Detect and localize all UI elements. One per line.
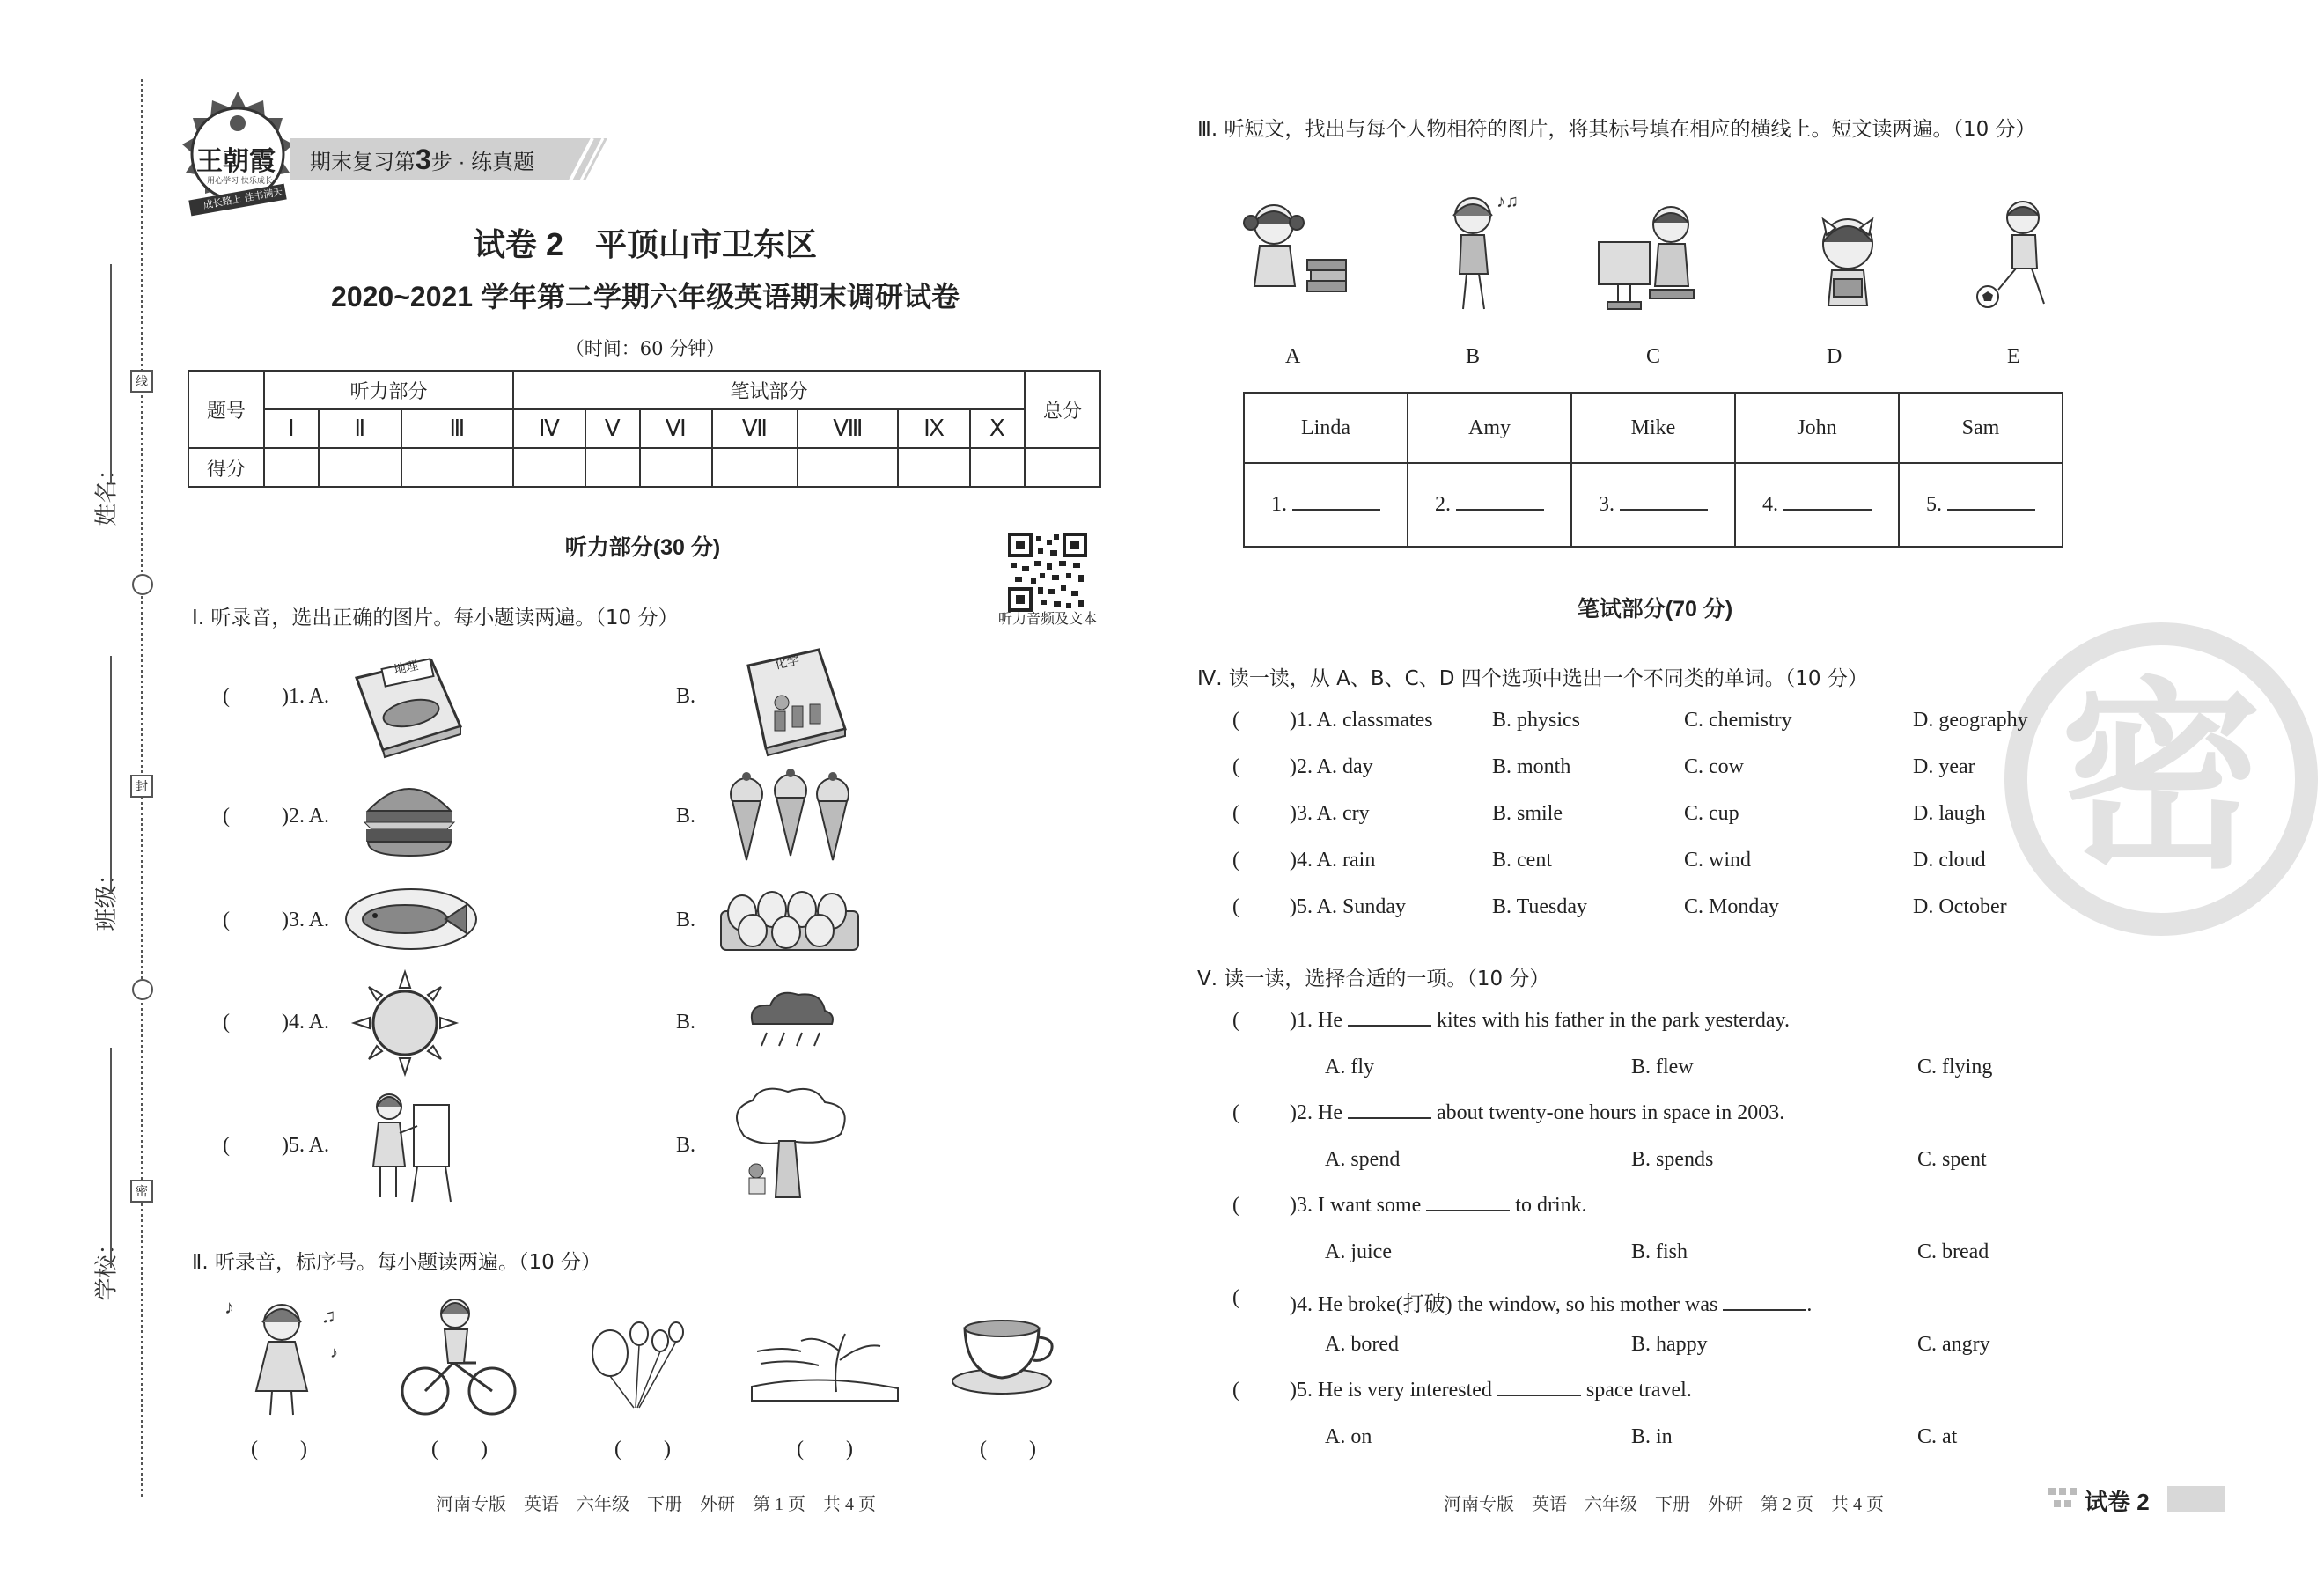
confidential-watermark — [1998, 616, 2324, 942]
class-field[interactable] — [110, 656, 112, 894]
score-cell[interactable] — [798, 448, 898, 487]
s5-q5-stem: )5. He is very interested space travel. — [1290, 1379, 1692, 1402]
s1-q1-a[interactable]: )1. A. — [282, 685, 329, 708]
tab-grid-icon — [2047, 1486, 2082, 1511]
score-cell[interactable] — [712, 448, 798, 487]
s4-q5-c[interactable]: C. Monday — [1684, 895, 1779, 918]
s5-q3-a[interactable]: A. juice — [1325, 1240, 1392, 1263]
pic-letter-d: D — [1827, 345, 1842, 368]
s1-q3-a[interactable]: )3. A. — [282, 909, 329, 931]
girl-dancing-icon — [1433, 189, 1530, 313]
s1-q4-b[interactable]: B. — [676, 1011, 696, 1034]
section1-heading: Ⅰ. 听录音，选出正确的图片。每小题读两遍。（10 分） — [192, 607, 679, 629]
roman-8: Ⅷ — [798, 409, 898, 448]
banner-suffix: 步 · 练真题 — [430, 151, 535, 174]
answer-blank[interactable] — [1947, 493, 2035, 511]
girl-reading-icon — [1800, 207, 1897, 313]
name-sam: Sam — [1899, 393, 2063, 463]
tab-strip — [2167, 1486, 2225, 1512]
s5-q3-c[interactable]: C. bread — [1917, 1240, 1989, 1263]
section2-heading: Ⅱ. 听录音，标序号。每小题读两遍。（10 分） — [192, 1251, 602, 1274]
pic-letter-c: C — [1646, 345, 1661, 368]
writing-title: 笔试部分(70 分) — [1577, 597, 1733, 622]
s1-q2-paren: ( — [223, 805, 230, 828]
banner-prefix: 期末复习第 — [310, 151, 416, 174]
qr-code-icon[interactable] — [1008, 533, 1087, 612]
boy-using-computer-icon — [1595, 198, 1705, 313]
binding-knot — [132, 979, 153, 1000]
answer-cell-4[interactable] — [1735, 463, 1899, 547]
s4-q3-d[interactable]: D. laugh — [1913, 802, 1986, 825]
hamburger-icon — [361, 771, 458, 859]
score-cell[interactable] — [970, 448, 1025, 487]
logo-text: 王朝霞 — [196, 146, 276, 177]
s1-q4-paren: ( — [223, 1011, 230, 1034]
chemistry-book-title: 化学 — [773, 653, 801, 673]
s4-q4-b[interactable]: B. cent — [1492, 849, 1552, 872]
s4-q1-c[interactable]: C. chemistry — [1684, 709, 1792, 732]
s5-q4-c[interactable]: C. angry — [1917, 1333, 1990, 1356]
s5-q3-b[interactable]: B. fish — [1631, 1240, 1688, 1263]
s1-q4-a[interactable]: )4. A. — [282, 1011, 329, 1034]
binding-knot — [132, 574, 153, 595]
s5-q4-a[interactable]: A. bored — [1325, 1333, 1399, 1356]
s5-q2-c[interactable]: C. spent — [1917, 1148, 1987, 1171]
s1-q3-paren: ( — [223, 909, 230, 931]
s5-q1-c[interactable]: C. flying — [1917, 1056, 1993, 1078]
name-label: 姓名： — [93, 457, 121, 526]
answer-blank[interactable] — [1292, 493, 1380, 511]
rain-cloud-icon — [744, 984, 836, 1059]
step-banner — [290, 136, 616, 182]
s1-q5-a[interactable]: )5. A. — [282, 1134, 329, 1157]
s4-q1-b[interactable]: B. physics — [1492, 709, 1581, 732]
pic-letter-a: A — [1285, 345, 1301, 368]
s5-q4-blank[interactable] — [1723, 1293, 1806, 1311]
s5-q5-a[interactable]: A. on — [1325, 1425, 1372, 1448]
section4-heading: Ⅳ. 读一读，从 A、B、C、D 四个选项中选出一个不同类的单词。（10 分） — [1197, 667, 1868, 690]
score-cell[interactable] — [264, 448, 319, 487]
s5-q4-stem: )4. He broke(打破) the window, so his mother was . — [1290, 1293, 1813, 1316]
score-cell[interactable] — [401, 448, 513, 487]
geography-book-icon — [348, 643, 467, 757]
s5-q1-a[interactable]: A. fly — [1325, 1056, 1374, 1078]
roman-6: Ⅵ — [640, 409, 712, 448]
seal-mi: 密 — [130, 1180, 153, 1203]
total-score-header: 总分 — [1025, 371, 1100, 448]
score-cell[interactable] — [513, 448, 585, 487]
score-cell[interactable] — [898, 448, 969, 487]
answer-number: 1. — [1271, 493, 1287, 516]
roman-3: Ⅲ — [401, 409, 513, 448]
name-field[interactable] — [110, 264, 112, 484]
teacup-icon — [951, 1316, 1061, 1395]
score-cell[interactable] — [640, 448, 712, 487]
roman-2: Ⅱ — [319, 409, 401, 448]
listening-title: 听力部分(30 分) — [564, 535, 721, 560]
s1-q2-a[interactable]: )2. A. — [282, 805, 329, 828]
s4-q3-c[interactable]: C. cup — [1684, 802, 1739, 825]
roman-4: Ⅳ — [513, 409, 585, 448]
roman-1: Ⅰ — [264, 409, 319, 448]
answer-blank[interactable] — [1783, 493, 1872, 511]
s4-q3-b[interactable]: B. smile — [1492, 802, 1563, 825]
s5-q5-b[interactable]: B. in — [1631, 1425, 1673, 1448]
section3-heading: Ⅲ. 听短文，找出与每个人物相符的图片，将其标号填在相应的横线上。短文读两遍。（10 分） — [1197, 118, 2036, 141]
pic-letter-e: E — [2007, 345, 2020, 368]
answer-number: 2. — [1435, 493, 1451, 516]
girl-cycling-icon — [401, 1292, 515, 1420]
name-match-table — [1243, 392, 2063, 548]
answer-number: 5. — [1926, 493, 1942, 516]
svg-text:♫: ♫ — [321, 1305, 336, 1327]
score-cell[interactable] — [1025, 448, 1100, 487]
name-linda: Linda — [1244, 393, 1408, 463]
s4-q5[interactable]: )5. A. Sunday — [1290, 895, 1406, 918]
class-label: 班级： — [93, 862, 121, 931]
s5-q5-c[interactable]: C. at — [1917, 1425, 1958, 1448]
s4-q2-c[interactable]: C. cow — [1684, 755, 1744, 778]
logo-ribbon: 成长路上 佳书满天 — [202, 186, 284, 211]
s4-q2-d[interactable]: D. year — [1913, 755, 1975, 778]
s5-q5-blank[interactable] — [1497, 1379, 1581, 1396]
s4-q4[interactable]: )4. A. rain — [1290, 849, 1376, 872]
girl-with-books-icon — [1237, 198, 1351, 304]
sun-icon — [352, 970, 458, 1076]
logo-slogan: 用心学习 快乐成长 — [207, 177, 273, 186]
eggs-tray-icon — [717, 885, 863, 955]
roman-7: Ⅶ — [712, 409, 798, 448]
s1-q1-b[interactable]: B. — [676, 685, 696, 708]
s5-q1-b[interactable]: B. flew — [1631, 1056, 1694, 1078]
s2-answer-2[interactable]: ( ) — [431, 1438, 488, 1461]
seal-feng: 封 — [130, 775, 153, 798]
roman-5: Ⅴ — [585, 409, 640, 448]
s4-q4-d[interactable]: D. cloud — [1913, 849, 1986, 872]
footer-right: 河南专版 英语 六年级 下册 外研 第 2 页 共 4 页 — [1444, 1495, 1884, 1514]
s4-q2-b[interactable]: B. month — [1492, 755, 1571, 778]
s2-answer-5[interactable]: ( ) — [980, 1438, 1036, 1461]
s2-answer-1[interactable]: ( ) — [251, 1438, 307, 1461]
answer-cell-3[interactable] — [1571, 463, 1735, 547]
chemistry-book-icon — [731, 641, 849, 755]
seal-line: 线 — [130, 370, 153, 393]
s1-q5-paren: ( — [223, 1134, 230, 1157]
s2-answer-3[interactable]: ( ) — [614, 1438, 671, 1461]
score-cell[interactable] — [319, 448, 401, 487]
time-note: （时间：60 分钟） — [565, 338, 725, 359]
brand-logo — [172, 88, 304, 220]
writing-part-header: 笔试部分 — [513, 371, 1025, 409]
s1-q5-b[interactable]: B. — [676, 1134, 696, 1157]
s4-q1-d[interactable]: D. geography — [1913, 709, 2028, 732]
score-table — [188, 370, 1101, 488]
score-row-label: 得分 — [188, 448, 264, 487]
s5-q4-b[interactable]: B. happy — [1631, 1333, 1708, 1356]
exam-tab-label: 试卷 2 — [2085, 1489, 2150, 1515]
section5-heading: Ⅴ. 读一读，选择合适的一项。（10 分） — [1197, 968, 1550, 990]
footer-left: 河南专版 英语 六年级 下册 外研 第 1 页 共 4 页 — [436, 1495, 876, 1514]
boy-playing-football-icon — [1970, 198, 2067, 313]
girl-painting-icon — [359, 1087, 456, 1206]
answer-cell-2[interactable] — [1408, 463, 1571, 547]
answer-cell-5[interactable] — [1899, 463, 2063, 547]
ice-cream-icon — [722, 768, 858, 865]
s5-q1-blank[interactable] — [1348, 1009, 1431, 1027]
s4-q5-b[interactable]: B. Tuesday — [1492, 895, 1588, 918]
geography-book-title: 地理 — [392, 659, 420, 678]
roman-10: Ⅹ — [970, 409, 1025, 448]
s1-q2-b[interactable]: B. — [676, 805, 696, 828]
s5-q2-a[interactable]: A. spend — [1325, 1148, 1401, 1171]
s2-answer-4[interactable]: ( ) — [797, 1438, 853, 1461]
exam-subtitle: 2020~2021 学年第二学期六年级英语期末调研试卷 — [331, 281, 960, 313]
s5-q3-blank[interactable] — [1426, 1194, 1510, 1211]
s1-q1-paren: ( — [223, 685, 230, 708]
boy-reading-under-tree-icon — [726, 1083, 854, 1202]
s4-q4-c[interactable]: C. wind — [1684, 849, 1752, 872]
score-cell[interactable] — [585, 448, 640, 487]
banner-step-number: 3 — [416, 144, 431, 175]
svg-text:♪♫: ♪♫ — [1497, 192, 1519, 211]
s1-q3-b[interactable]: B. — [676, 909, 696, 931]
answer-number: 3. — [1599, 493, 1614, 516]
fish-plate-icon — [343, 886, 480, 952]
s5-q2-b[interactable]: B. spends — [1631, 1148, 1714, 1171]
listening-part-header: 听力部分 — [264, 371, 513, 409]
s4-q5-d[interactable]: D. October — [1913, 895, 2007, 918]
school-label: 学校： — [93, 1232, 121, 1301]
pic-letter-b: B — [1466, 345, 1481, 368]
name-john: John — [1735, 393, 1899, 463]
svg-text:♪: ♪ — [330, 1343, 338, 1361]
s4-q1[interactable]: )1. A. classmates — [1290, 709, 1433, 732]
s4-q2[interactable]: )2. A. day — [1290, 755, 1373, 778]
answer-cell-1[interactable] — [1244, 463, 1408, 547]
s5-q2-blank[interactable] — [1348, 1101, 1431, 1119]
svg-text:♪: ♪ — [224, 1296, 234, 1318]
s4-q3[interactable]: )3. A. cry — [1290, 802, 1370, 825]
balloons-icon — [588, 1316, 685, 1409]
answer-blank[interactable] — [1620, 493, 1708, 511]
answer-number: 4. — [1762, 493, 1778, 516]
name-amy: Amy — [1408, 393, 1571, 463]
windy-tree-icon — [748, 1325, 902, 1404]
s5-q1-stem: )1. He kites with his father in the park yesterday. — [1290, 1009, 1790, 1032]
answer-blank[interactable] — [1456, 493, 1544, 511]
qr-caption: 听力音频及文本 — [997, 610, 1097, 627]
question-number-header: 题号 — [188, 371, 264, 448]
school-field[interactable] — [110, 1048, 112, 1268]
girl-singing-icon — [216, 1287, 348, 1419]
name-mike: Mike — [1571, 393, 1735, 463]
s5-q3-stem: )3. I want some to drink. — [1290, 1194, 1587, 1217]
s5-q2-stem: )2. He about twenty-one hours in space in 2003. — [1290, 1101, 1785, 1124]
watermark-char: 密 — [2060, 661, 2263, 896]
exam-title: 试卷 2 平顶山市卫东区 — [473, 226, 818, 262]
roman-9: Ⅸ — [898, 409, 969, 448]
